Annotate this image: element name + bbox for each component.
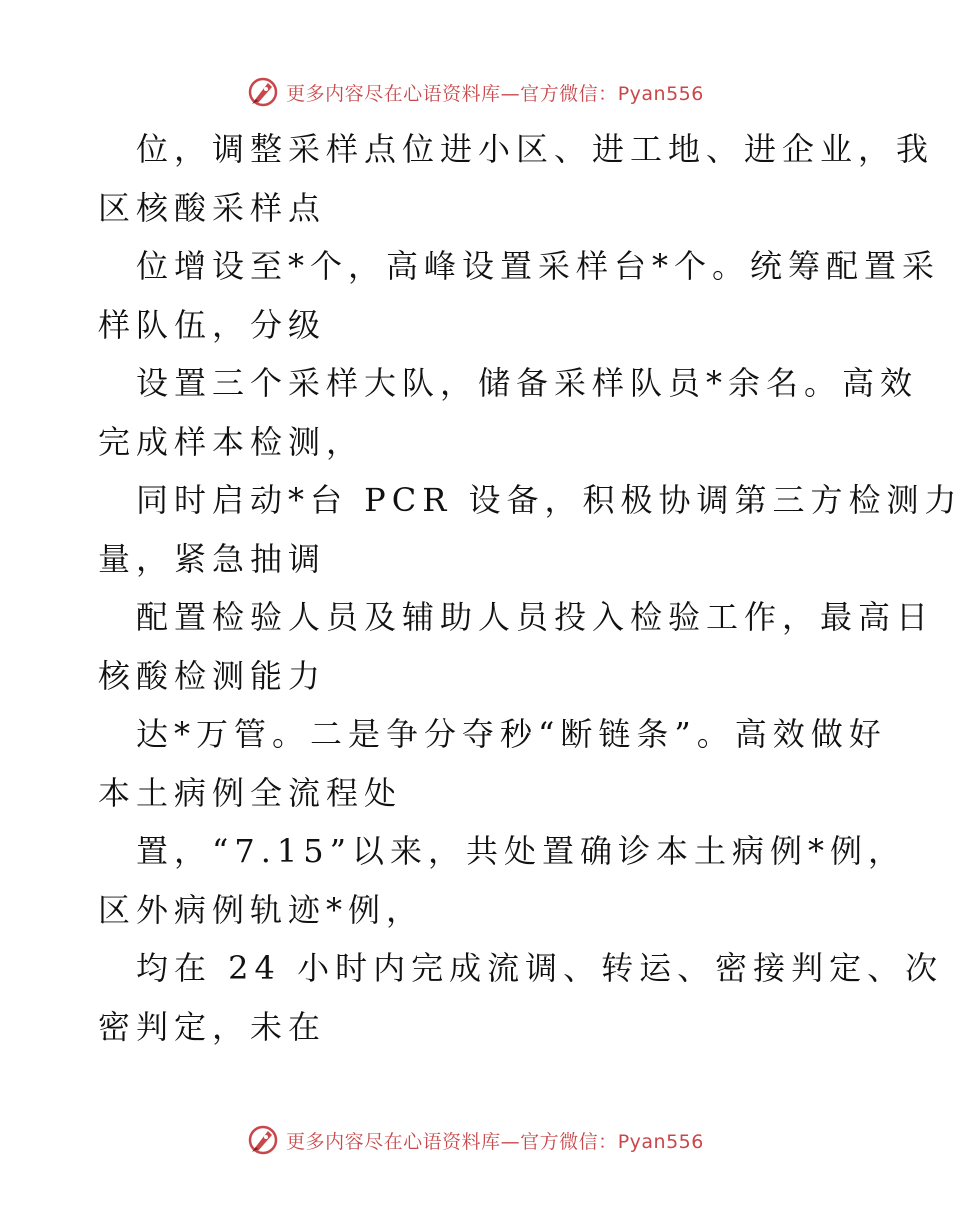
text-line: 置，“7.15”以来，共处置确诊本土病例*例，	[136, 832, 906, 870]
text-line: 配置检验人员及辅助人员投入检验工作，最高日	[136, 598, 935, 636]
pen-nib-logo-icon	[246, 75, 280, 109]
text-line: 位，调整采样点位进小区、进工地、进企业，我	[136, 130, 935, 168]
text-line: 完成样本检测，	[98, 422, 365, 461]
text-line: 均在 24 小时内完成流调、转运、密接判定、次	[136, 949, 944, 987]
header-watermark	[0, 72, 950, 112]
text-line: 密判定，未在	[98, 1007, 327, 1046]
watermark-text: 更多内容尽在心语资料库—官方微信：Pyan556	[286, 1130, 704, 1153]
watermark-text: 更多内容尽在心语资料库—官方微信：Pyan556	[286, 82, 704, 105]
footer-watermark	[0, 1120, 950, 1160]
pen-nib-logo-icon	[246, 1123, 280, 1157]
text-line: 样队伍，分级	[98, 305, 327, 344]
text-line: 区核酸采样点	[98, 188, 327, 227]
text-line: 达*万管。二是争分夺秒“断链条”。高效做好	[136, 715, 887, 753]
text-line: 量，紧急抽调	[98, 539, 327, 578]
text-line: 本土病例全流程处	[98, 773, 403, 812]
text-line: 核酸检测能力	[98, 656, 327, 695]
text-line: 同时启动*台 PCR 设备，积极协调第三方检测力	[136, 481, 962, 519]
text-line: 设置三个采样大队，储备采样队员*余名。高效	[136, 364, 919, 402]
text-line: 位增设至*个，高峰设置采样台*个。统筹配置采	[136, 247, 941, 285]
text-line: 区外病例轨迹*例，	[98, 890, 425, 929]
document-body	[98, 120, 962, 1056]
